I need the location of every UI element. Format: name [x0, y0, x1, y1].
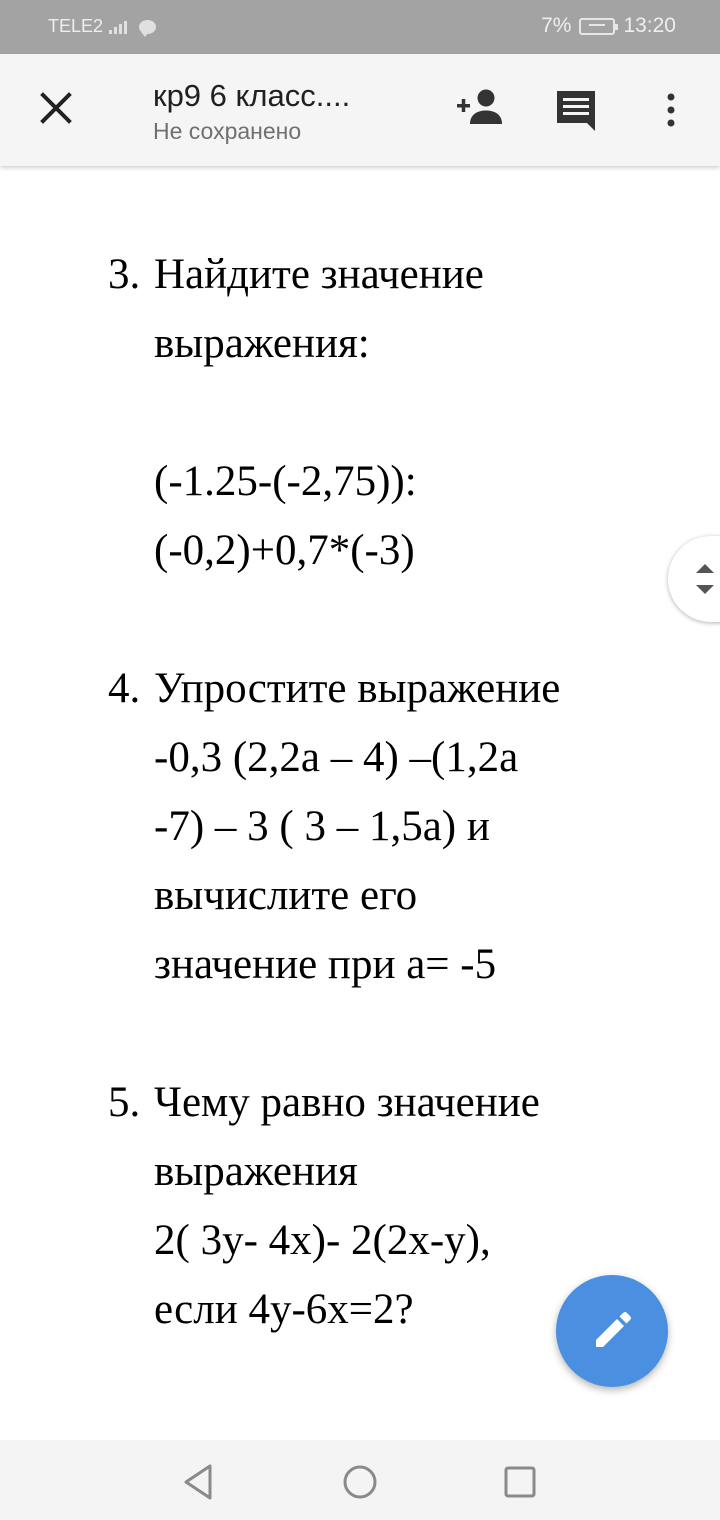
blank-line [154, 378, 668, 447]
document-title: кр9 6 класс.... [153, 78, 351, 113]
battery-percent: 7% [541, 14, 572, 37]
more-vert-icon [664, 92, 678, 128]
question-line: если 4y-6x=2? [154, 1286, 414, 1333]
recents-button[interactable] [500, 1462, 540, 1502]
app-bar [0, 54, 720, 166]
question-number: 3. [108, 251, 141, 298]
status-left [48, 16, 156, 37]
question-line: выражения [154, 1148, 358, 1195]
question-line: вычислите его [154, 872, 418, 919]
edit-fab-button[interactable] [556, 1275, 668, 1387]
question-line: Найдите значение [154, 251, 484, 298]
save-status: Не сохранено [153, 118, 302, 144]
close-button[interactable] [28, 80, 84, 136]
question-number: 4. [108, 665, 141, 712]
question-line: Чему равно значение [154, 1079, 540, 1126]
back-button[interactable] [180, 1462, 220, 1502]
close-icon [40, 92, 72, 124]
question-line: -0,3 (2,2a – 4) –(1,2a [154, 734, 519, 781]
back-triangle-icon [180, 1462, 220, 1502]
question-line: значение при а= -5 [154, 941, 497, 988]
status-bar [0, 0, 720, 54]
add-person-icon [456, 84, 504, 128]
question-line: 2( 3y- 4x)- 2(2x-y), [154, 1217, 491, 1264]
question-line: выражения: [154, 320, 370, 367]
question-line: -7) – 3 ( 3 – 1,5a) и [154, 803, 490, 850]
scroll-arrows-icon [690, 559, 720, 599]
signal-icon [109, 20, 127, 34]
navigation-bar [0, 1440, 720, 1520]
question-4 [108, 654, 668, 999]
home-circle-icon [340, 1462, 380, 1502]
message-notification-icon [139, 20, 156, 34]
more-options-button[interactable] [664, 92, 678, 133]
pencil-icon [592, 1311, 632, 1351]
question-number: 5. [108, 1079, 141, 1126]
add-person-button[interactable] [456, 84, 504, 133]
status-right [541, 14, 676, 38]
battery-icon [579, 18, 615, 35]
question-line: (-1.25-(-2,75)): [154, 458, 417, 505]
fast-scroll-handle[interactable] [668, 536, 720, 622]
question-text [154, 240, 668, 585]
home-button[interactable] [340, 1462, 380, 1502]
comment-icon [554, 88, 598, 132]
document-content [108, 240, 668, 1413]
recents-square-icon [500, 1462, 540, 1502]
comments-button[interactable] [554, 88, 598, 137]
title-block [153, 78, 350, 145]
clock: 13:20 [623, 14, 676, 37]
question-text [154, 654, 668, 999]
question-3 [108, 240, 668, 585]
carrier-label: TELE2 [48, 16, 104, 36]
question-line: Упростите выражение [154, 665, 561, 712]
question-line: (-0,2)+0,7*(-3) [154, 527, 415, 574]
